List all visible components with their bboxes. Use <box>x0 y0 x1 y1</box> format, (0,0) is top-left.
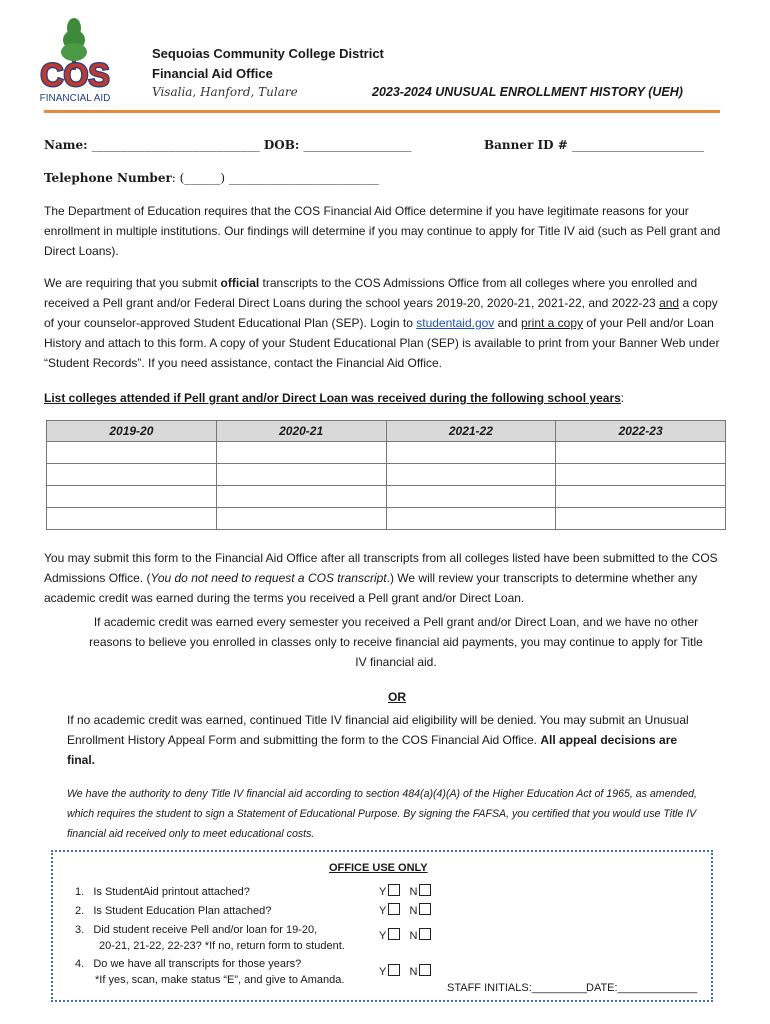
list-heading <box>44 388 624 408</box>
yes-checkbox[interactable] <box>388 884 400 896</box>
office-item-4 <box>75 956 344 988</box>
item-number: 1. <box>75 886 85 898</box>
list-heading-text: List colleges attended if Pell grant and/or Direct Loan was received during the following school years <box>44 391 621 405</box>
or-text: OR <box>388 690 406 704</box>
no-credit-text: If no academic credit was earned, continued Title IV financial aid eligibility will be denied. You may submit an Unusual Enrollment History Appeal Form and submitting the form to the COS Financial Aid Office. <box>67 713 689 747</box>
colleges-table <box>46 420 726 530</box>
yes-checkbox[interactable] <box>388 903 400 915</box>
no-label: N <box>409 905 418 917</box>
no-checkbox[interactable] <box>419 928 431 940</box>
table-cell[interactable] <box>556 486 726 508</box>
no-checkbox[interactable] <box>419 964 431 976</box>
yes-checkbox[interactable] <box>388 964 400 976</box>
table-row <box>47 508 726 530</box>
office-use-box <box>51 850 713 1002</box>
district-name: Sequoias Community College District <box>152 46 384 61</box>
p2-text-b: transcripts to the COS Admissions Office from all colleges where you enrolled and received a Pell grant and/or Federal Direct Loans during the school years 2019-20, 2020-21, 2021-22, and 2022-23 <box>44 276 698 310</box>
yes-label: Y <box>379 905 387 917</box>
table-row <box>47 486 726 508</box>
name-line[interactable]: ____________________________ <box>91 138 260 152</box>
dob-label: DOB: <box>263 138 300 152</box>
table-cell[interactable] <box>216 508 386 530</box>
p2-text-c: a copy of your counselor-approved Student Educational Plan (SEP). Login to <box>44 296 718 330</box>
item-text-line2: 20-21, 21-22, 22-23? *If no, return form to student. <box>99 940 345 952</box>
col-2020-21: 2020-21 <box>216 421 386 442</box>
yes-label: Y <box>379 886 387 898</box>
list-heading-colon: : <box>620 391 625 405</box>
appeal-final-text: All appeal decisions are final. <box>67 733 678 767</box>
name-field-row <box>44 138 412 152</box>
staff-initials-field[interactable]: STAFF INITIALS:_________ <box>447 982 587 994</box>
p2-text-e: of your Pell and/or Loan History and attach to this form. A copy of your Student Educational Plan (SEP) is available to print from your Banner Web under “Student Records”. If you need assistance, contact the Financial Aid Office. <box>44 316 720 370</box>
form-title: 2023-2024 UNUSUAL ENROLLMENT HISTORY (UEH) <box>372 85 683 99</box>
logo-letters: COS <box>40 57 110 93</box>
table-cell[interactable] <box>47 486 217 508</box>
studentaid-link[interactable]: studentaid.gov <box>416 316 495 330</box>
intro-paragraph-2 <box>44 273 728 373</box>
item-text: Do we have all transcripts for those years? <box>93 958 302 970</box>
date-field[interactable]: DATE:_____________ <box>586 982 698 994</box>
header-rule <box>44 110 720 113</box>
campus-locations: Visalia, Hanford, Tulare <box>152 85 298 99</box>
no-credit-paragraph <box>67 710 707 770</box>
table-cell[interactable] <box>556 442 726 464</box>
office-name: Financial Aid Office <box>152 66 273 81</box>
item-text-line2: *If yes, scan, make status “E”, and give to Amanda. <box>95 974 345 986</box>
table-cell[interactable] <box>386 464 556 486</box>
p2-print-copy: print a copy <box>521 316 584 330</box>
submission-paragraph <box>44 548 728 608</box>
name-label: Name: <box>44 138 88 152</box>
item-text: Did student receive Pell and/or loan for 19-20, <box>93 924 318 936</box>
col-2022-23: 2022-23 <box>556 421 726 442</box>
yn-row-2 <box>379 903 431 919</box>
office-item-3 <box>75 922 345 954</box>
logo-subtext: FINANCIAL AID <box>39 93 111 104</box>
credit-earned-paragraph: If academic credit was earned every semester you received a Pell grant and/or Direct Loan, and we have no other reasons to believe you enrolled in classes only to receive financial aid payments, you may continue to apply for Title IV financial aid. <box>89 615 703 669</box>
cos-financial-aid-logo <box>28 14 123 106</box>
office-item-1 <box>75 884 250 900</box>
intro-section <box>44 201 728 373</box>
dob-line[interactable]: __________________ <box>303 138 412 152</box>
intro-paragraph-1: The Department of Education requires that the COS Financial Aid Office determine if you have legitimate reasons for your enrollment in multiple institutions. Our findings will determine if you may continue to apply for Title IV aid (such as Pell grant and Direct Loans). <box>44 204 721 258</box>
yn-row-1 <box>379 884 431 900</box>
table-cell[interactable] <box>216 486 386 508</box>
office-item-2 <box>75 903 271 919</box>
phone-field-row <box>44 171 379 185</box>
item-number: 2. <box>75 905 85 917</box>
p2-text-a: We are requiring that you submit <box>44 276 221 290</box>
table-cell[interactable] <box>47 464 217 486</box>
submit-text-a: You may submit this form to the Financial Aid Office after all transcripts from all colleges listed have been submitted to the COS Admissions Office. ( <box>44 551 718 585</box>
yes-checkbox[interactable] <box>388 928 400 940</box>
table-row <box>47 442 726 464</box>
col-2021-22: 2021-22 <box>386 421 556 442</box>
yn-row-4 <box>379 964 431 980</box>
table-cell[interactable] <box>216 442 386 464</box>
p2-and: and <box>659 296 680 310</box>
yes-label: Y <box>379 930 387 942</box>
no-label: N <box>409 966 418 978</box>
phone-label: Telephone Number <box>44 171 172 185</box>
banner-field-row <box>484 138 704 152</box>
no-label: N <box>409 886 418 898</box>
item-text: Is Student Education Plan attached? <box>93 905 272 917</box>
table-cell[interactable] <box>556 508 726 530</box>
table-row <box>47 464 726 486</box>
table-cell[interactable] <box>386 508 556 530</box>
submit-italic: You do not need to request a COS transcript <box>150 571 387 585</box>
office-use-title: OFFICE USE ONLY <box>329 862 428 874</box>
banner-label: Banner ID # <box>484 138 568 152</box>
phone-line[interactable]: : (______) _________________________ <box>171 171 379 185</box>
or-divider <box>44 687 750 707</box>
yn-row-3 <box>379 928 431 944</box>
yes-label: Y <box>379 966 387 978</box>
submit-text-b: .) We will review your transcripts to determine whether any academic credit was earned during the terms you received a Pell grant and/or Direct Loan. <box>44 571 698 605</box>
no-checkbox[interactable] <box>419 903 431 915</box>
banner-line[interactable]: ______________________ <box>571 138 704 152</box>
table-header-row <box>47 421 726 442</box>
item-number: 4. <box>75 958 85 970</box>
table-cell[interactable] <box>386 442 556 464</box>
table-cell[interactable] <box>47 508 217 530</box>
table-cell[interactable] <box>556 464 726 486</box>
p2-official: official <box>220 276 260 290</box>
authority-statement: We have the authority to deny Title IV financial aid according to section 484(a)(4)(A) of the Higher Education Act of 1965, as amended, which requires the student to sign a Statement of Educational Purpose. By signing the FAFSA, you certified that you would use Title IV financial aid received only to meet educational costs. <box>67 788 698 840</box>
item-number: 3. <box>75 924 85 936</box>
no-checkbox[interactable] <box>419 884 431 896</box>
table-cell[interactable] <box>216 464 386 486</box>
p2-text-d: and <box>494 316 521 330</box>
table-cell[interactable] <box>386 486 556 508</box>
col-2019-20: 2019-20 <box>47 421 217 442</box>
table-cell[interactable] <box>47 442 217 464</box>
item-text: Is StudentAid printout attached? <box>93 886 250 898</box>
no-label: N <box>409 930 418 942</box>
